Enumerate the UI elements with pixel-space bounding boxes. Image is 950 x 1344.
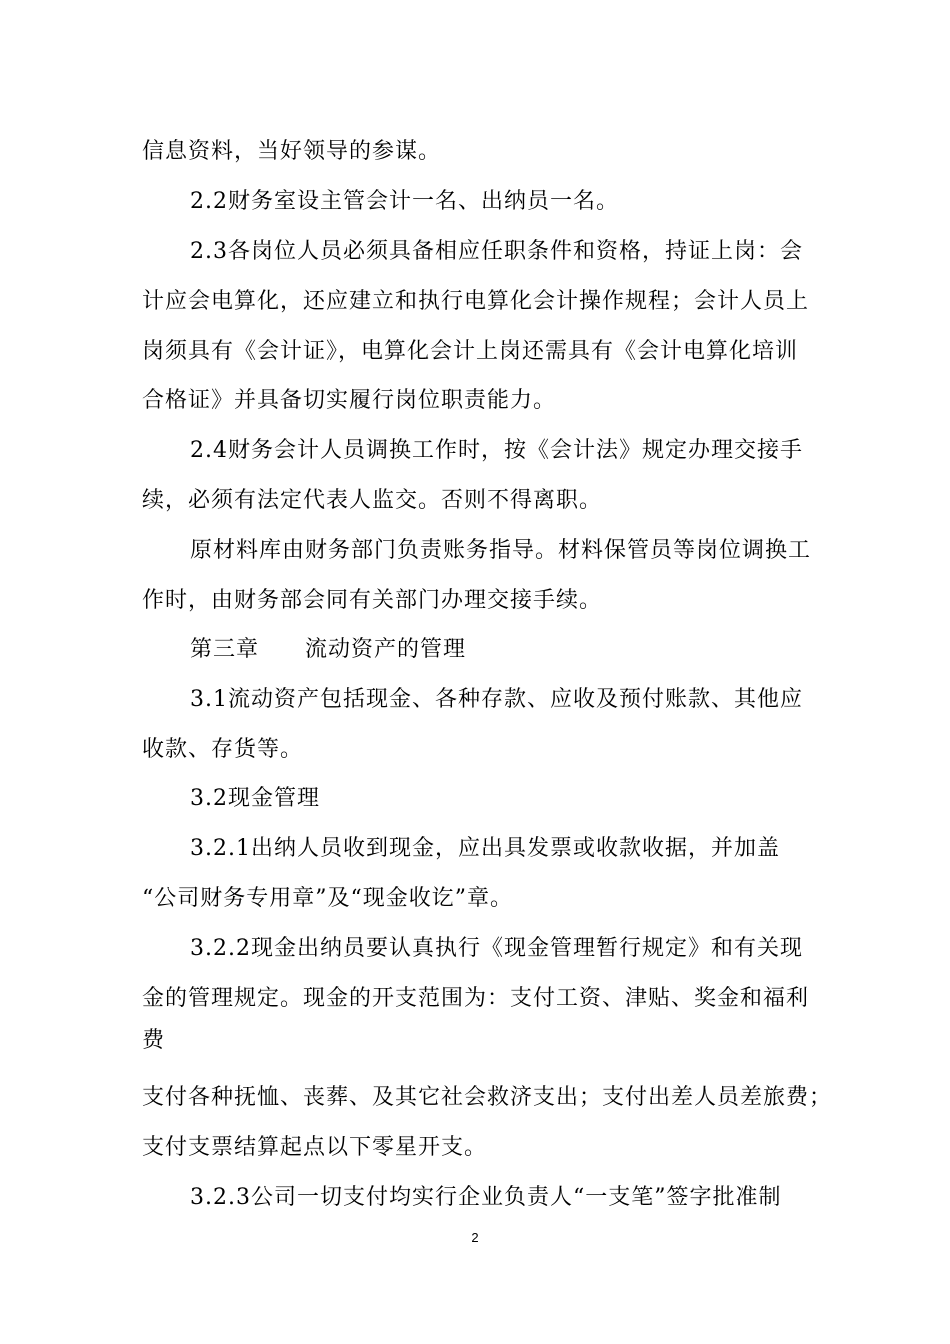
- text-line: 续，必须有法定代表人监交。否则不得离职。: [142, 488, 603, 513]
- text-line: 金的管理规定。现金的开支范围为：支付工资、津贴、奖金和福利: [142, 986, 810, 1011]
- text-line: 岗须具有《会计证》，电算化会计上岗还需具有《会计电算化培训: [142, 339, 799, 364]
- text-line: 合格证》并具备切实履行岗位职责能力。: [142, 388, 557, 413]
- text-line: 计应会电算化，还应建立和执行电算化会计操作规程；会计人员上: [142, 289, 810, 314]
- text-line: 收款、存货等。: [142, 737, 304, 762]
- text-line: 信息资料，当好领导的参谋。: [142, 139, 442, 164]
- text-line: 支付各种抚恤、丧葬、及其它社会救济支出；支付出差人员差旅费；: [142, 1085, 833, 1110]
- text-line: 3.1流动资产包括现金、各种存款、应收及预付账款、其他应: [190, 687, 803, 712]
- text-line: 2.2财务室设主管会计一名、出纳员一名。: [190, 189, 619, 214]
- chapter-heading: 第三章 流动资产的管理: [190, 637, 467, 662]
- page-number: 2: [471, 1230, 479, 1245]
- text-line: 作时，由财务部会同有关部门办理交接手续。: [142, 588, 603, 613]
- text-line: 2.4财务会计人员调换工作时，按《会计法》规定办理交接手: [190, 438, 803, 463]
- text-line: 3.2.2现金出纳员要认真执行《现金管理暂行规定》和有关现: [190, 936, 803, 961]
- text-line: 费: [142, 1028, 166, 1053]
- text-line: 3.2.1出纳人员收到现金，应出具发票或收款收据，并加盖: [190, 836, 780, 861]
- text-line: 支付支票结算起点以下零星开支。: [142, 1135, 488, 1160]
- text-line: 2.3各岗位人员必须具备相应任职条件和资格，持证上岗：会: [190, 239, 803, 264]
- section-heading: 3.2现金管理: [190, 786, 320, 811]
- text-line: 3.2.3公司一切支付均实行企业负责人“一支笔”签字批准制: [190, 1185, 782, 1210]
- text-line: 原材料库由财务部门负责账务指导。材料保管员等岗位调换工: [190, 538, 812, 563]
- text-line: “公司财务专用章”及“现金收讫”章。: [142, 886, 513, 911]
